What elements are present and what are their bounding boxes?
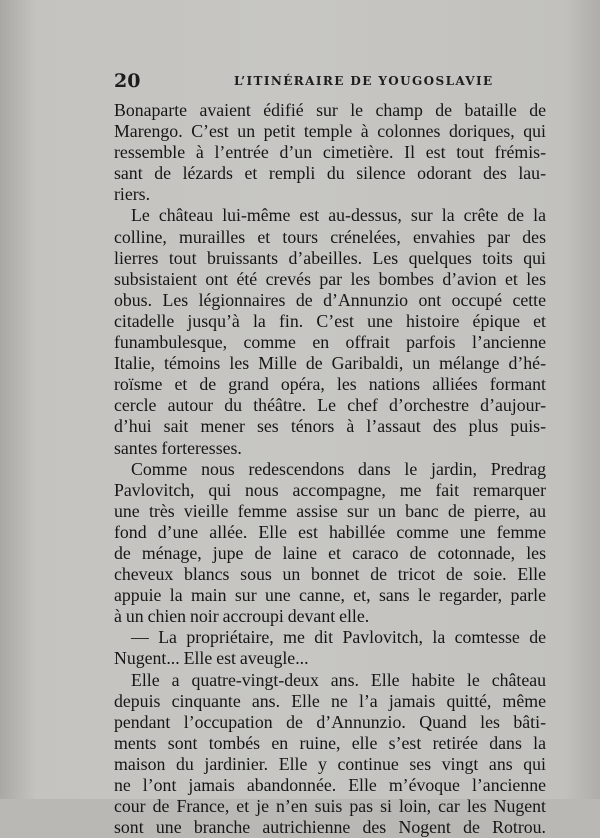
- text-line: fond d’une allée. Elle est habillée comme une femme: [114, 521, 546, 542]
- text-line: cheveux blancs sous un bonnet de tricot de soie. Elle: [114, 564, 546, 585]
- text-line: une très vieille femme assise sur un banc de pierre, au: [114, 500, 546, 521]
- text-line: lierres tout bruissants d’abeilles. Les quelques toits qui: [114, 247, 546, 268]
- body-text: [114, 100, 546, 838]
- text-line: citadelle jusqu’à la fin. C’est une histoire épique et: [114, 310, 546, 331]
- text-line: d’hui sait mener ses ténors à l’assaut des plus puis-: [114, 416, 546, 437]
- page-number: 20: [114, 70, 141, 92]
- text-line: cercle autour du théâtre. Le chef d’orchestre d’aujour-: [114, 395, 546, 416]
- text-line: ments sont tombés en ruine, elle s’est retirée dans la: [114, 732, 546, 753]
- text-line: de ménage, jupe de laine et caraco de cotonnade, les: [114, 542, 546, 563]
- text-line: maison du jardinier. Elle y continue ses vingt ans qui: [114, 753, 546, 774]
- text-line: colline, murailles et tours crénelées, envahies par des: [114, 226, 546, 247]
- running-head: L’ITINÉRAIRE DE YOUGOSLAVIE: [234, 74, 494, 88]
- text-line: cour de France, et je n’en suis pas si loin, car les Nugent: [114, 796, 546, 817]
- page-header: [114, 70, 546, 94]
- text-line: à un chien noir accroupi devant elle.: [114, 606, 370, 627]
- text-line: riers.: [114, 184, 151, 205]
- text-line: roïsme et de grand opéra, les nations alliées formant: [114, 374, 546, 395]
- text-line: Nugent... Elle est aveugle...: [114, 648, 309, 669]
- text-line: Bonaparte avaient édifié sur le champ de bataille de: [114, 100, 546, 120]
- text-line: sont une branche autrichienne des Nogent de Rotrou.: [114, 817, 546, 838]
- text-line: pendant l’occupation de d’Annunzio. Quand les bâti-: [114, 711, 546, 732]
- text-line: appuie la main sur une canne, et, sans le regarder, parle: [114, 585, 546, 606]
- text-line: Marengo. C’est un petit temple à colonnes doriques, qui: [114, 121, 546, 142]
- text-line: Elle a quatre-vingt-deux ans. Elle habite le château: [131, 669, 546, 690]
- text-line: sant de lézards et rempli du silence odorant des lau-: [114, 163, 546, 184]
- text-line: subsistaient ont été crevés par les bombes d’avion et les: [114, 268, 546, 289]
- text-line: funambulesque, comme en offrait parfois l’ancienne: [114, 332, 546, 353]
- text-line: — La propriétaire, me dit Pavlovitch, la comtesse de: [131, 627, 546, 648]
- text-line: depuis cinquante ans. Elle ne l’a jamais quitté, même: [114, 690, 546, 711]
- text-line: Italie, témoins les Mille de Garibaldi, un mélange d’hé-: [114, 353, 546, 374]
- text-line: Comme nous redescendons dans le jardin, Predrag: [131, 458, 546, 479]
- text-line: ne l’ont jamais abandonnée. Elle m’évoque l’ancienne: [114, 775, 546, 795]
- text-line: Pavlovitch, qui nous accompagne, me fait remarquer: [114, 479, 546, 500]
- text-line: Le château lui-même est au-dessus, sur la crête de la: [131, 205, 546, 226]
- text-line: santes forteresses.: [114, 437, 242, 458]
- text-line: ressemble à l’entrée d’un cimetière. Il est tout frémis-: [114, 142, 546, 163]
- text-line: obus. Les légionnaires de d’Annunzio ont occupé cette: [114, 289, 546, 310]
